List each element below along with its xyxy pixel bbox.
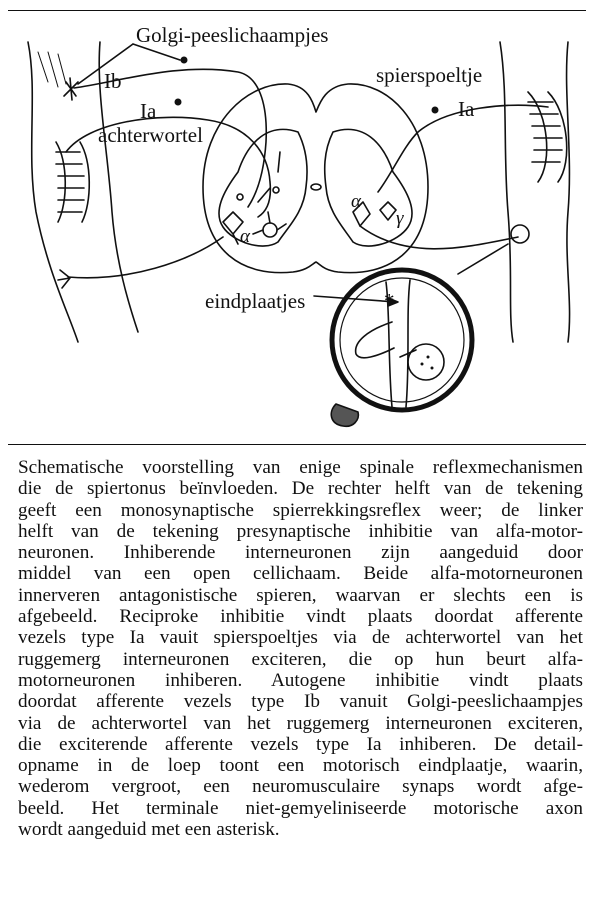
magnifier-detail	[331, 244, 508, 426]
caption-line: Schematische voorstelling van enige spinale reflexmechanismen	[18, 457, 583, 478]
right-muscle	[500, 42, 570, 342]
caption-line: via de achterwortel van het ruggemerg interneuronen exciteren,	[18, 712, 583, 734]
motor-fiber-right	[360, 226, 518, 249]
label-eindplaatjes: eindplaatjes	[205, 289, 306, 313]
caption-line: vezels type Ia vauit spierspoeltjes via de achterwortel van het	[18, 627, 583, 649]
caption-line: beeld. Het terminale niet-gemyeliniseerde motorische axon	[18, 797, 583, 819]
caption-line: wordt aangeduid met een asterisk.	[18, 819, 280, 841]
caption-line: middel van een open cellichaam. Beide alfa-motorneuronen	[18, 563, 583, 585]
spinal-cord	[203, 84, 428, 273]
label-asterisk: *	[384, 289, 395, 313]
caption-line: helft van de tekening presynaptische inhibitie van alfa-motor-	[18, 520, 583, 542]
caption-line: motorneuronen inhiberen. Autogene inhibitie vindt plaats	[18, 669, 583, 691]
figure-caption	[18, 457, 583, 840]
label-spierspoeltje: spierspoeltje	[376, 63, 483, 87]
caption-line: wederom vergroot, een neuromusculaire synaps wordt afge-	[18, 776, 583, 798]
top-rule	[8, 10, 586, 11]
golgi-tendon-ending	[64, 78, 78, 100]
caption-line: opname in de loep toont een motorisch eindplaatje, waarin,	[18, 755, 583, 777]
label-ia-left: Ia	[140, 99, 157, 123]
interneuron-left	[263, 223, 277, 237]
caption-line: die exciterende afferente vezels type Ia inhiberen. De detail-	[18, 733, 583, 755]
label-gamma: γ	[396, 208, 404, 229]
caption-line: die de spiertonus beïnvloeden. De rechter helft van de tekening	[18, 478, 583, 500]
gamma-motor-neuron	[380, 202, 396, 220]
caption-line: ruggemerg interneuronen exciteren, die op hun beurt alfa-	[18, 648, 583, 670]
caption-line: neuronen. Inhiberende interneuronen zijn aangeduid door	[18, 542, 583, 564]
label-golgi: Golgi-peeslichaampjes	[136, 23, 329, 47]
label-alpha-right: α	[351, 191, 361, 212]
caption-rule	[8, 444, 586, 445]
reflex-diagram	[8, 12, 586, 432]
label-ib: Ib	[104, 69, 122, 93]
motor-fiber-left	[68, 237, 223, 278]
caption-line: doordat afferente vezels type Ib vanuit Golgi-peeslichaampjes	[18, 691, 583, 713]
label-alpha-left: α	[240, 226, 250, 247]
caption-line: innerveren antagonistische spieren, waarvan er slechts een is	[18, 584, 583, 606]
caption-line: afgebeeld. Reciproke inhibitie vindt plaats doordat afferente	[18, 606, 583, 628]
caption-line: geeft een monosynaptische spierrekkingsreflex weer; de linker	[18, 499, 583, 521]
label-ia-right: Ia	[458, 97, 475, 121]
label-achterwortel: achterwortel	[98, 123, 203, 147]
